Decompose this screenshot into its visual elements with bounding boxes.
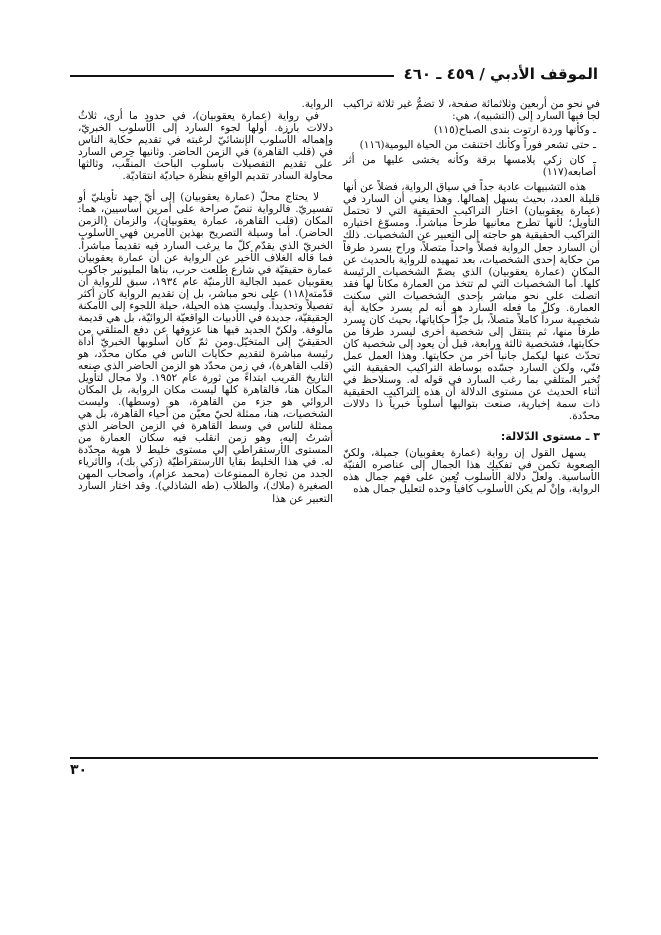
simile-item: ـ وكأنها وردة ارتوت بندى الصباح(١١٥): [433, 124, 596, 137]
running-header: [70, 62, 598, 86]
simile-item: ـ كان زكي يلامسها برقة وكأنه يخشى عليها من أثر أصابعه(١١٧): [343, 154, 596, 179]
body-paragraph: الرواية.: [301, 98, 333, 110]
body-paragraph: هذه التشبيهات عادية جداً في سياق الرواية، فضلاً عن أنها قليلة العدد، بحيث يسهل إهمالها. وهذا يعني أن السارد في (عمارة يعقوبيان) اختار التراكيب الحقيقية التي لا تحتمل التأويل؛ لأنها تطرح معانيها طرحاً مباشراً. ومسوّغ اختياره التراكيب الحقيقية هو حاجته إلى التعبير عن الشخصيات. ذلك أن السارد جعل الرواية فصلاً واحداً متصلاً، وراح يسرد طرفاً من حكاية إحدى الشخصيات، بعد تمهيده للرواية بالحديث عن المكان (عمارة يعقوبيان) الذي يضمّ الشخصيات الرئيسة كلها. أما الشخصيات التي لم تتخذ من العمارة مكاناً لها فقد اتصلت على نحو مباشر بإحدى الشخصيات التي سكنت العمارة. وكلّ ما فعله السارد هو أنه لم يسرد حكاية أية شخصية سرداً كاملاً متصلاً، بل جزّأ حكاياتها، بحيث كان يسرد طرفاً منها، ثم ينتقل إلى شخصية أخرى ليسرد طرفاً من حكايتها، فشخصية ثالثة ورابعة، قبل أن يعود إلى شخصية كان تحدّث عنها ليكمل جانباً آخر من حكايتها. وهذا العمل عمل فنّي، ولكن السارد جسّده بوساطة التراكيب الحقيقية التي تُخبر المتلقي بما رغب السارد في قوله له. وسنلاحظ في أثناء الحديث عن مستوى الدلالة أن هذه التراكيب الحقيقية ذات سمة إخبارية، صنعت بتواليها أسلوباً خبرياً ذا دلالات محدّدة.: [343, 181, 600, 423]
intro-paragraph: في نحو من أربعين وثلاثمائة صفحة، لا تضمُّ غير ثلاثة تراكيب لجأ فيها السارد إلى (التشبيه)، هي:: [343, 98, 600, 123]
spacer: [78, 182, 333, 191]
header-rule: [70, 75, 394, 77]
simile-list: [343, 124, 600, 178]
body-paragraph: في رواية (عمارة يعقوبيان)، في حدود ما أرى، ثلاثُ دلالات بارزة. أولها لجوء السارد إلى الأسلوب الخبريّ، وإهماله الأسلوب الإنشائيّ لرغبته في تقديم حكاية الناس في (قلب القاهرة) في الزمن الحاضر. وثانيها حِرص السارد على تقديم التفصيلات بأسلوب الباحث المنقّب، وثالثها محاولة السادر تقديم الواقع بنظرة حياديّة انتقاديّة.: [78, 110, 333, 183]
body-paragraph: لا يحتاج محلّ (عمارة يعقوبيان) إلى أيّ جهد تأويليّ أو تفسيريّ. فالرواية تنصّ صراحة على أمرين أساسيين، هما: المكان (قلب القاهرة، عمارة يعقوبيان)، والزمان (الزمن الحاضر). أما وسيلة التصريح بهذين الأمرين فهي الأسلوب الخبريّ الذي يقدّم كلّ ما يرغب السارد فيه تقديماً مباشراً. فما قاله الغلاف الأخير عن الرواية عن أن عمارة يعقوبيان عمارة حقيقيّة في شارع طلعت حرب، بناها المليونير جاكوب يعقوبيان عميد الجالية الأرمنيّة عام ١٩٣٤، سبق للرواية أن قدّمته(١١٨) على نحو مباشر، بل إن تقديم الرواية كان أكثر تفصيلاً وتحديداً. وليست هذه الحيلة، حيلة اللجوء إلى الأمكنة الحقيقيّة، جديدة في الأدبيات الواقعيّة الروائيّة، بل هي قديمة مألوفة. ولكنّ الجديد فيها هنا عزوفها عن دفع المتلقي من الحقيقيّ إلى المتخيّل.ومن ثمّ كان أسلوبها الخبريّ أداة رئيسة مباشرة لتقديم حكايات الناس في مكان محدّد، هو (قلب القاهرة)، في زمن محدّد هو الزمن الحاضر الذي صنعه التاريخ القريب ابتداءً من ثورة عام ١٩٥٢. ولا مجال لتأويل المكان هنا، فالقاهرة كلها ليست مكان الرواية، بل المكان الروائي هو جزء من القاهرة، هو (وسطها). وليست الشخصيات، هنا، ممثلة لحيّ معيّن من أحياء القاهرة، بل هي ممثلة للناس في وسط القاهرة في الزمن الحاضر الذي أشرتُ إليه، وهو زمن انقلب فيه سكان العمارة من المستوى الأرستقراطي إلى مستوى خليط لا هوية محدّدة له. في هذا الخليط بقايا الأرستقراطيّة (زكي بك)، والأثرياء الجدد من تجارة الممنوعات (محمد عزام)، وأصحاب المهن الصغيرة (ملاك)، والطلاب (طه الشاذلي). وقد اختار السارد التعبير عن هذا: [78, 191, 333, 505]
page-number: ٣٠: [70, 762, 88, 778]
left-column: [78, 98, 333, 505]
footer-rule: [70, 757, 598, 759]
body-paragraph: يسهل القول إن رواية (عمارة يعقوبيان) جميلة، ولكنّ الصعوبة تكمن في تفكيك هذا الجمال إلى عناصره الفنيّة الأساسية. ولعلّ دلالة الأسلوب تُعين على فهم جمال هذه الرواية، وإنْ لم يكن الأسلوب كافياً وحده لتعليل جمال هذه: [343, 447, 600, 496]
right-column: [343, 98, 600, 495]
simile-item: ـ حتى تشعر فوراً وكأنك اختنقت من الحياة اليومية(١١٦): [359, 139, 596, 152]
journal-title: الموقف الأدبي / ٤٥٩ ـ ٤٦٠: [403, 65, 598, 83]
section-heading: ٣ ـ مستوى الدّلالة:: [500, 430, 600, 444]
